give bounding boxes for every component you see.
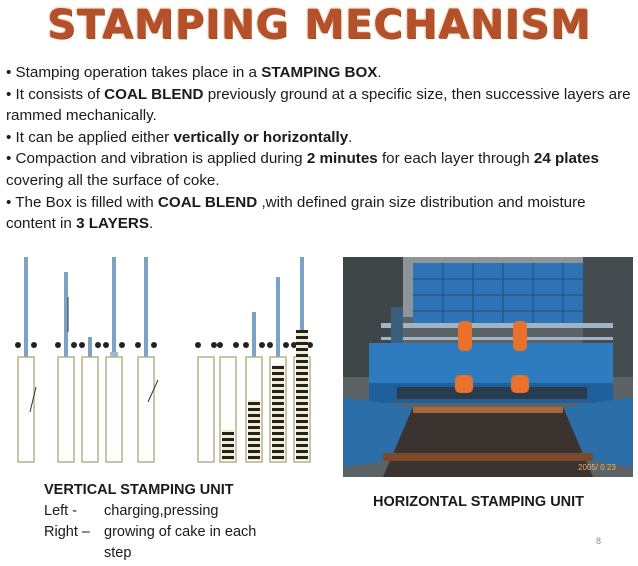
- slide-title: STAMPING MECHANISM: [46, 2, 592, 48]
- stamper-unit: [55, 272, 77, 462]
- bullet-list: [6, 62, 632, 235]
- photo-timestamp: 2005/ 0 23: [578, 463, 616, 472]
- stamper-unit: [243, 312, 265, 462]
- horizontal-stamping-photo: [343, 257, 633, 477]
- stamper-unit: [291, 257, 313, 462]
- right-key: Right –: [44, 524, 90, 540]
- page-number: 8: [596, 536, 602, 546]
- bullet-item: • Compaction and vibration is applied during 2 minutes for each layer through 24 plates covering all the surface of coke.: [6, 150, 599, 189]
- bullet-item: • It can be applied either vertically or horizontally.: [6, 128, 353, 146]
- stamper-unit: [195, 342, 217, 462]
- vertical-caption: [44, 480, 256, 564]
- stamper-unit: [15, 257, 37, 462]
- stamper-unit: [103, 257, 125, 462]
- horizontal-caption: HORIZONTAL STAMPING UNIT: [373, 494, 585, 510]
- bullet-item: • It consists of COAL BLEND previously ground at a specific size, then successive layers are rammed mechanically.: [6, 85, 631, 125]
- bullet-item: • Stamping operation takes place in a STAMPING BOX.: [6, 64, 382, 81]
- stamper-unit: [217, 342, 239, 462]
- left-key: Left -: [44, 503, 78, 519]
- stamper-unit: [135, 257, 157, 462]
- charging-sequence: [15, 257, 158, 462]
- vertical-stamping-diagram: [6, 252, 338, 472]
- stamper-unit: [267, 277, 289, 462]
- left-value: charging,pressing: [104, 503, 219, 519]
- vertical-caption-heading: VERTICAL STAMPING UNIT: [44, 482, 234, 498]
- cake-growth-sequence: [195, 257, 313, 462]
- bullet-item: • The Box is filled with COAL BLEND ,with defined grain size distribution and moisture content in 3 LAYERS.: [6, 193, 586, 233]
- right-value-cont: step: [104, 545, 132, 561]
- stamper-unit: [79, 337, 101, 462]
- right-value: growing of cake in each: [104, 524, 257, 540]
